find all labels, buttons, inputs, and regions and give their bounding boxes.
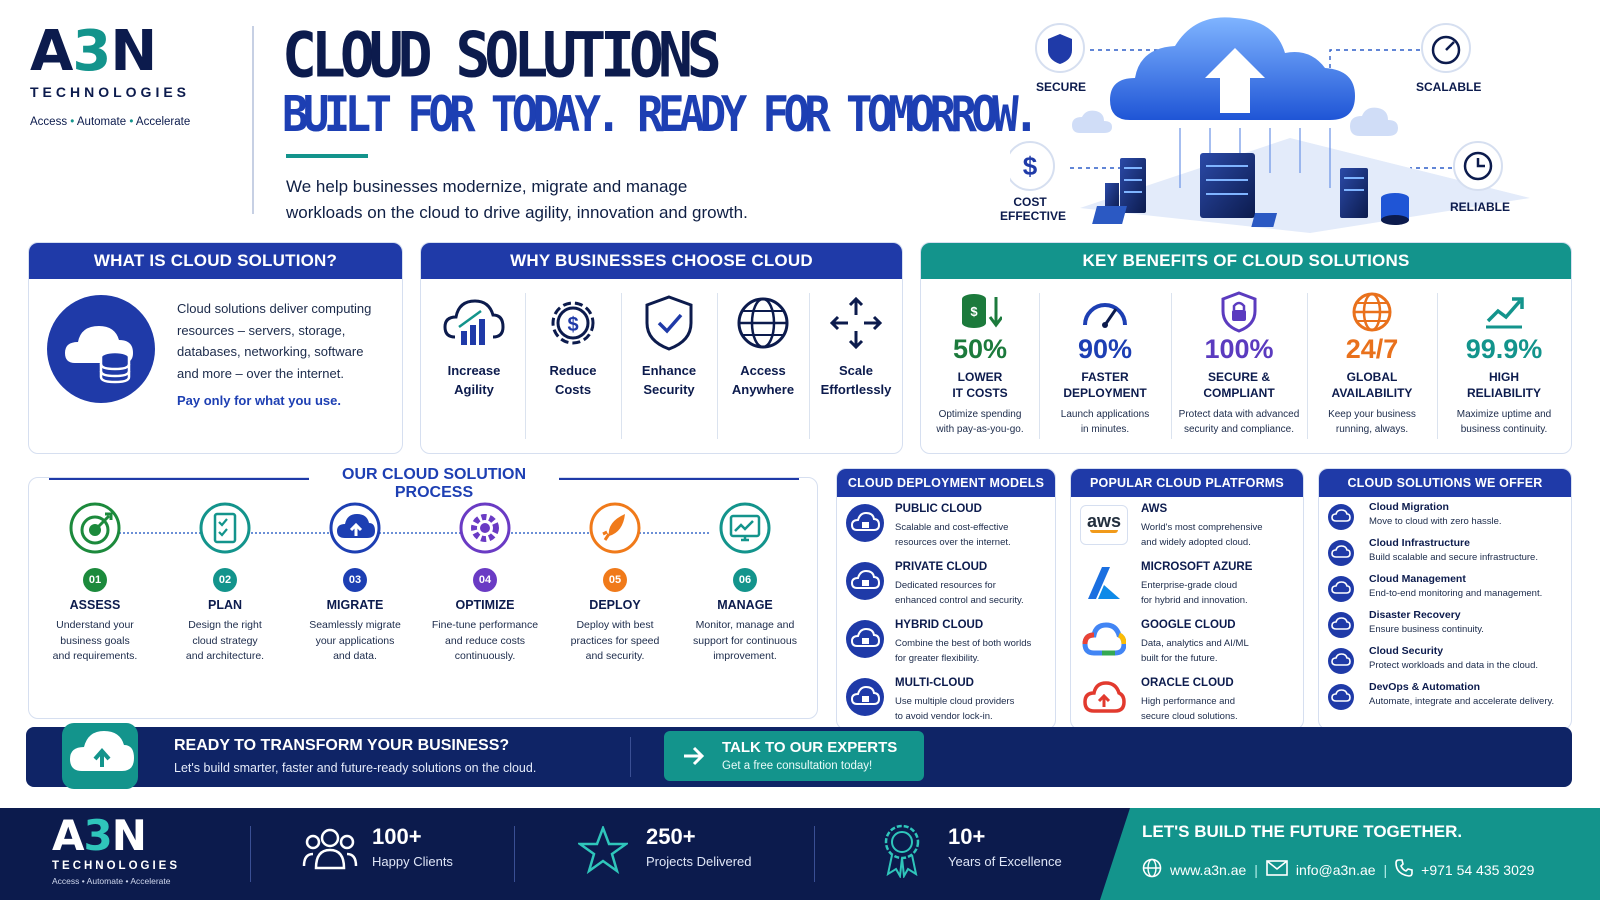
offer-description: End-to-end monitoring and management. [1369,588,1543,599]
oracle-cloud-icon [1079,679,1129,715]
people-icon [302,826,358,877]
cloud-upload-icon [291,500,419,562]
gear-icon [1327,575,1355,608]
model-item [845,561,1051,615]
stat-value: 10+ [948,824,986,849]
cloud-upload-icon [62,723,138,794]
gear-icon [421,500,549,562]
benefit-high-reliability: 99.9% HIGH RELIABILITY Maximize uptime and business continuity. [1437,291,1571,437]
benefit-stat: 100% [1204,334,1274,364]
why-cloud-heading: WHY BUSINESSES CHOOSE CLOUD [421,243,902,279]
expand-arrows-icon [809,293,903,361]
svg-text:$: $ [567,314,579,336]
offer-description: Ensure business continuity. [1369,624,1484,635]
globe-icon [1142,858,1162,881]
offer-description: Protect workloads and data in the cloud. [1369,660,1538,671]
stat-value: 100+ [372,824,422,849]
step-title: PLAN [207,598,243,612]
website-link[interactable]: www.a3n.ae [1170,861,1247,878]
offer-title: Cloud Infrastructure [1369,537,1470,549]
model-item [845,677,1051,730]
devops-shield-icon [1327,683,1355,716]
step-number: 06 [733,568,757,592]
model-item [845,619,1051,673]
logo-letter-n: N [110,19,157,84]
offer-item [1327,537,1571,571]
platform-description: Enterprise-grade cloud for hybrid and innovation. [1141,580,1248,606]
model-title: PUBLIC CLOUD [895,503,982,515]
model-description: Dedicated resources for enhanced control and security. [895,580,1024,606]
offer-item [1327,681,1571,715]
benefit-secure-compliant: 100% SECURE & COMPLIANT Protect data with advanced security and compliance. [1171,291,1307,437]
trend-up-icon [1437,291,1571,333]
brand-tagline: Access • Automate • Accelerate [30,116,191,128]
scalable-label: SCALABLE [1416,80,1482,94]
button-title: TALK TO OUR EXPERTS [722,739,898,756]
what-is-highlight: Pay only for what you use. [177,393,341,408]
globe-icon [1307,291,1437,333]
email-link[interactable]: info@a3n.ae [1295,861,1376,878]
globe-icon [717,293,809,361]
offer-item [1327,645,1571,679]
step-number: 03 [343,568,367,592]
platform-item [1079,619,1299,673]
star-icon [578,826,628,879]
process-step [161,500,289,665]
step-title: DEPLOY [589,598,641,612]
building-icon [845,561,885,606]
why-item-agility: Increase Agility [425,293,523,399]
step-number: 01 [83,568,107,592]
why-item-costs: $ Reduce Costs [525,293,621,399]
cloud-database-icon [45,293,157,410]
offer-title: DevOps & Automation [1369,681,1481,693]
process-step [551,500,679,665]
hybrid-cloud-icon [845,619,885,664]
speedometer-icon [1039,291,1171,333]
what-is-card [28,242,403,454]
why-cloud-card [420,242,903,454]
button-subtitle: Get a free consultation today! [722,760,873,772]
cost-effective-label: COST EFFECTIVE [1000,195,1067,223]
process-card [28,466,818,719]
platforms-card [1070,468,1304,730]
model-title: HYBRID CLOUD [895,619,984,631]
process-step [291,500,419,665]
cloud-growth-icon [425,293,523,361]
stat-label: Happy Clients [372,854,453,869]
offer-description: Build scalable and secure infrastructure. [1369,552,1538,563]
step-description: Design the right cloud strategy and architecture. [185,619,265,662]
model-item [845,503,1051,557]
platform-description: High performance and secure cloud solutions. [1141,696,1238,722]
offer-item [1327,573,1571,607]
benefit-faster-deployment: 90% FASTER DEPLOYMENT Launch applications in minutes. [1039,291,1171,437]
recovery-icon [1327,611,1355,644]
secure-label: SECURE [1036,80,1087,94]
email-icon [1266,860,1288,879]
step-description: Fine-tune performance and reduce costs continuously. [431,619,539,662]
offer-title: Cloud Migration [1369,501,1449,513]
step-description: Monitor, manage and support for continuous improvement. [693,619,797,662]
benefit-stat: 50% [952,334,1008,364]
step-description: Seamlessly migrate your applications and data. [309,619,401,662]
benefit-stat: 24/7 [1345,334,1399,364]
platform-title: ORACLE CLOUD [1141,677,1234,689]
target-icon [31,500,159,562]
offer-description: Move to cloud with zero hassle. [1369,516,1502,527]
shield-check-icon [621,293,717,361]
step-title: MIGRATE [326,598,384,612]
phone-icon [1395,859,1413,880]
benefits-card [920,242,1572,454]
coins-down-icon [921,291,1039,333]
model-title: PRIVATE CLOUD [895,561,988,573]
benefit-stat: 90% [1077,334,1133,364]
platform-item [1079,677,1299,730]
why-item-anywhere: Access Anywhere [717,293,809,399]
dollar-gear-icon [525,293,621,361]
offer-title: Disaster Recovery [1369,609,1461,621]
step-title: OPTIMIZE [455,598,515,612]
model-description: Scalable and cost-effective resources over the internet. [895,522,1011,548]
step-title: ASSESS [69,598,121,612]
footer-contacts: www.a3n.ae | info@a3n.ae | +971 54 435 3029 [1142,858,1534,881]
hero-underline [286,154,368,158]
step-title: MANAGE [717,598,773,612]
what-is-description: Cloud solutions deliver computing resources – servers, storage, databases, networking, software and more – over the internet. Pay only for what you use. [177,298,371,412]
what-is-heading: WHAT IS CLOUD SOLUTION? [29,243,402,279]
offers-card [1318,468,1572,730]
reliable-label: RELIABLE [1450,200,1510,214]
platform-title: GOOGLE CLOUD [1141,619,1236,631]
benefit-lower-costs: $ 50% LOWER IT COSTS Optimize spending with pay-as-you-go. [921,291,1039,437]
step-number: 05 [603,568,627,592]
process-step [31,500,159,665]
offer-title: Cloud Security [1369,645,1444,657]
footer-logo: A3N TECHNOLOGIES Access • Automate • Accelerate [52,811,181,886]
step-number: 02 [213,568,237,592]
step-description: Deploy with best practices for speed and security. [570,619,660,662]
talk-to-experts-button[interactable] [664,731,924,781]
arrow-right-icon [682,745,706,772]
award-ribbon-icon [880,822,924,883]
model-description: Use multiple cloud providers to avoid vendor lock-in. [895,696,1015,722]
shield-lock-icon [1327,647,1355,680]
step-description: Understand your business goals and requirements. [52,619,138,662]
google-cloud-icon [1079,621,1129,657]
svg-text:$: $ [970,304,978,319]
process-heading-line-right [559,478,799,480]
phone-link[interactable]: +971 54 435 3029 [1421,861,1535,878]
model-description: Combine the best of both worlds for greater flexibility. [895,638,1032,664]
offer-description: Automate, integrate and accelerate delivery. [1369,696,1555,707]
offer-title: Cloud Management [1369,573,1466,585]
logo-letter-a: A [30,19,73,84]
hero-description: We help businesses modernize, migrate and manage workloads on the cloud to drive agility, innovation and growth. [286,177,748,222]
process-step [421,500,549,665]
checklist-icon [161,500,289,562]
header-divider [252,26,254,214]
why-item-scale: Scale Effortlessly [809,293,903,399]
why-item-security: Enhance Security [621,293,717,399]
rocket-icon [551,500,679,562]
platform-description: Data, analytics and AI/ML built for the future. [1141,638,1249,664]
cta-divider [630,737,631,777]
benefit-stat: 99.9% [1465,334,1543,364]
logo-technologies: TECHNOLOGIES [30,84,191,100]
cta-title: READY TO TRANSFORM YOUR BUSINESS? [174,737,510,754]
offers-heading: CLOUD SOLUTIONS WE OFFER [1319,469,1571,497]
hero-subtitle: BUILT FOR TODAY. READY FOR TOMORROW. [282,86,1035,144]
process-heading-line-left [49,478,309,480]
hero-title: CLOUD SOLUTIONS [282,18,716,92]
benefit-global-availability: 24/7 GLOBAL AVAILABILITY Keep your business running, always. [1307,291,1437,437]
process-heading: OUR CLOUD SOLUTION PROCESS [309,466,559,502]
cta-subtitle: Let's build smarter, faster and future-ready solutions on the cloud. [174,761,537,775]
cloud-migration-icon [1327,503,1355,536]
lock-cloud-icon [845,503,885,548]
models-card [836,468,1056,730]
platforms-heading: POPULAR CLOUD PLATFORMS [1071,469,1303,497]
platform-title: AWS [1141,503,1168,515]
stat-value: 250+ [646,824,696,849]
azure-icon [1079,563,1129,603]
cloud-illustration [1000,8,1580,238]
platform-item [1079,503,1299,557]
multi-cloud-icon [845,677,885,722]
stat-label: Projects Delivered [646,854,752,869]
step-number: 04 [473,568,497,592]
platform-description: World's most comprehensive and widely adopted cloud. [1141,522,1263,548]
stat-label: Years of Excellence [948,854,1062,869]
footer-slogan: LET'S BUILD THE FUTURE TOGETHER. [1142,822,1463,841]
model-title: MULTI-CLOUD [895,677,974,689]
platform-title: MICROSOFT AZURE [1141,561,1253,573]
svg-text:$: $ [1022,151,1038,181]
aws-logo: aws [1079,505,1129,545]
offer-item [1327,609,1571,643]
brand-logo [30,19,220,134]
footer [0,808,1600,900]
monitor-chart-icon [681,500,809,562]
benefits-heading: KEY BENEFITS OF CLOUD SOLUTIONS [921,243,1571,279]
cta-banner [26,727,1572,787]
process-step [681,500,809,665]
logo-letter-3: 3 [72,19,111,84]
server-icon [1327,539,1355,572]
models-heading: CLOUD DEPLOYMENT MODELS [837,469,1055,497]
platform-item [1079,561,1299,615]
offer-item [1327,501,1571,535]
shield-lock-icon [1171,291,1307,333]
